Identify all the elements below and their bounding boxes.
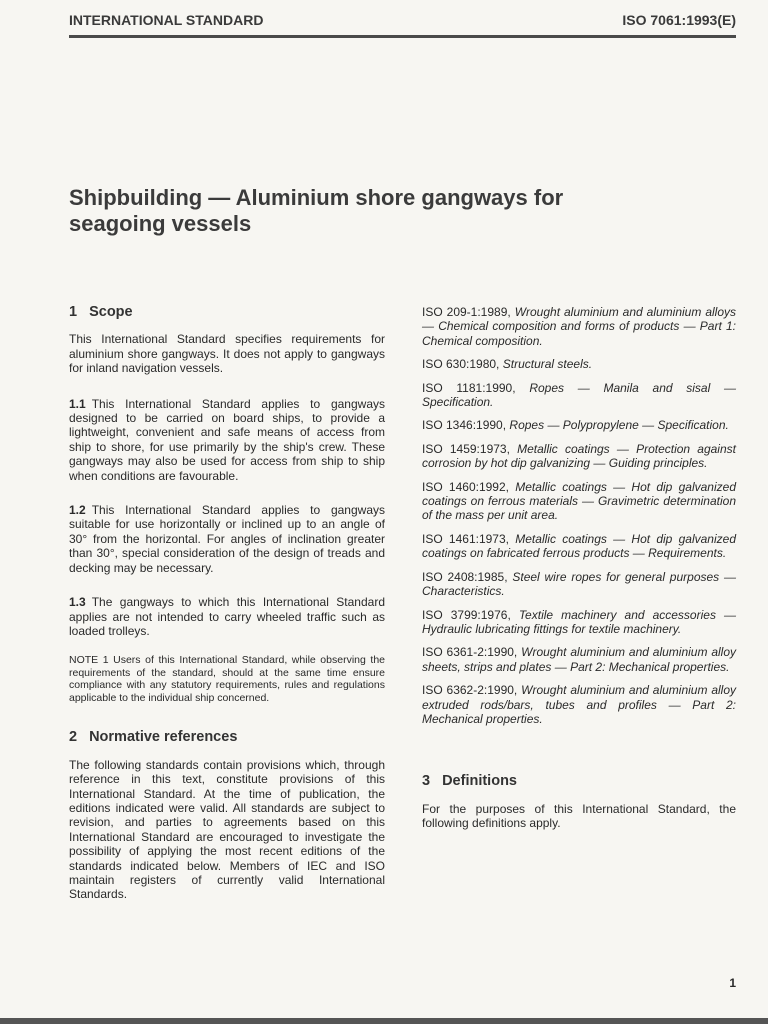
- reference-entry: [422, 645, 736, 674]
- clause-number: 1.1: [69, 396, 86, 411]
- clause-number: 1.3: [69, 595, 86, 610]
- page-header: [69, 8, 736, 30]
- section-number: 3: [422, 773, 431, 790]
- reference-entry: [422, 381, 736, 410]
- normative-references-text: The following standards contain provisions which, through reference in this text, constitute provisions of this International Standard. At the time of publication, the editions indicated were valid. All standards are subject to revision, and parties to agreements based on this International Standard are encouraged to investigate the possibility of applying the most recent editions of the standards indicated below. Members of IEC and ISO maintain registers of currently valid International Standards.: [69, 757, 385, 902]
- section-title: Scope: [89, 304, 133, 320]
- reference-title: Metallic coatings — Protection against corrosion by hot dip galvanizing — Guiding principles.: [422, 441, 736, 471]
- page-number: 1: [729, 976, 736, 990]
- clause-text: This International Standard applies to gangways designed to be carried on board ships, to provide a lightweight, convenient and safe means of access from ship to shore, for use primarily by the ship's crew. These gangways may also be used for access from ship to ship when conditions are favourable.: [69, 396, 385, 483]
- reference-title: Wrought aluminium and aluminium alloy extruded rods/bars, tubes and profiles — Part 2: Mechanical properties.: [422, 683, 737, 726]
- scope-note: NOTE 1 Users of this International Standard, while observing the requirements of the standard, should at the same time ensure compliance with any statutory requirements, rules and regulations applicable to the individual ship concerned.: [69, 654, 385, 704]
- scope-item-1-2: [69, 503, 385, 575]
- reference-entry: [422, 418, 736, 432]
- reference-title: Textile machinery and accessories — Hydraulic lubricating fittings for textile machinery.: [422, 607, 736, 636]
- reference-entry: [422, 532, 736, 561]
- scope-item-1-1: [69, 397, 385, 483]
- reference-code: ISO 209-1:1989,: [422, 305, 511, 319]
- section-heading-definitions: [422, 774, 736, 788]
- header-standard-type: INTERNATIONAL STANDARD: [69, 12, 264, 28]
- clause-text: The gangways to which this International Standard applies are not intended to carry wheeled traffic such as loaded trolleys.: [69, 595, 385, 638]
- reference-entry: [422, 608, 736, 637]
- reference-title: Wrought aluminium and aluminium alloys — Chemical composition and forms of products — Part 1: Chemical composition.: [422, 305, 736, 348]
- reference-entry: [422, 480, 736, 523]
- reference-code: ISO 1459:1973,: [422, 441, 510, 456]
- section-title: Normative references: [89, 729, 238, 746]
- reference-entry: [422, 442, 736, 471]
- reference-title: Wrought aluminium and aluminium alloy sheets, strips and plates — Part 2: Mechanical properties.: [422, 645, 737, 674]
- definitions-text: For the purposes of this International Standard, the following definitions apply.: [422, 801, 736, 831]
- reference-entry: [422, 683, 736, 726]
- header-rule: [69, 35, 736, 38]
- reference-list: [422, 305, 736, 726]
- scope-item-1-3: [69, 595, 385, 638]
- reference-code: ISO 630:1980,: [422, 357, 500, 372]
- title-line-2: seagoing vessels: [69, 211, 252, 236]
- reference-entry: [422, 570, 736, 599]
- reference-title: Metallic coatings — Hot dip galvanized coatings on ferrous materials — Gravimetric determination of the mass per unit area.: [422, 479, 736, 523]
- reference-code: ISO 3799:1976,: [422, 607, 511, 622]
- reference-title: Ropes — Polypropylene — Specification.: [509, 418, 729, 433]
- reference-code: ISO 1181:1990,: [422, 380, 516, 395]
- reference-title: Metallic coatings — Hot dip galvanized coatings on fabricated ferrous products — Requirements.: [422, 531, 736, 561]
- reference-code: ISO 1461:1973,: [422, 531, 509, 546]
- title-line-1: Shipbuilding — Aluminium shore gangways for: [69, 185, 564, 210]
- reference-title: Ropes — Manila and sisal — Specification.: [422, 380, 736, 410]
- reference-entry: [422, 305, 736, 348]
- reference-code: ISO 1346:1990,: [422, 418, 507, 433]
- right-column: [422, 305, 736, 831]
- section-title: Definitions: [442, 773, 517, 790]
- reference-code: ISO 6361-2:1990,: [422, 645, 518, 660]
- header-standard-number: ISO 7061:1993(E): [622, 12, 736, 28]
- left-column: [69, 305, 385, 902]
- reference-title: Structural steels.: [502, 357, 593, 372]
- clause-text: This International Standard applies to gangways suitable for use horizontally or inclined up to an angle of 30° from the horizontal. For angles of inclination greater than 30°, special consideration of the design of treads and decking may be necessary.: [69, 503, 385, 575]
- reference-code: ISO 2408:1985,: [422, 569, 508, 584]
- section-heading-normative-references: [69, 730, 385, 744]
- reference-title: Steel wire ropes for general purposes — Characteristics.: [422, 569, 736, 599]
- reference-entry: [422, 357, 736, 371]
- document-title: [69, 185, 689, 237]
- scope-intro: This International Standard specifies requirements for aluminium shore gangways. It does not apply to gangways for inland navigation vessels.: [69, 332, 385, 376]
- bottom-rule: [0, 1018, 768, 1024]
- clause-number: 1.2: [69, 503, 86, 518]
- section-number: 1: [69, 304, 78, 320]
- section-number: 2: [69, 729, 78, 746]
- reference-code: ISO 6362-2:1990,: [422, 683, 518, 698]
- reference-code: ISO 1460:1992,: [422, 479, 509, 494]
- section-heading-scope: [69, 305, 385, 319]
